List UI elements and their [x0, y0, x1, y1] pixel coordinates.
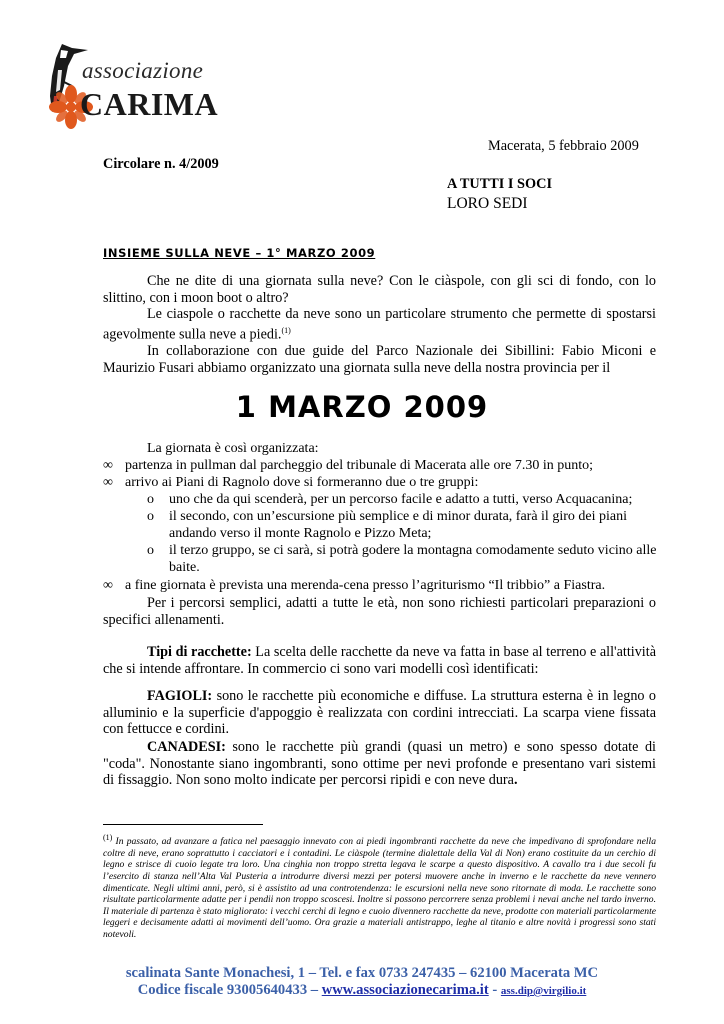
intro-paragraph-1: Che ne dite di una giornata sulla neve? Con le ciàspole, con gli sci di fondo, con lo slittino, con i moon boot o altro?	[103, 273, 656, 306]
section-title: INSIEME SULLA NEVE – 1° MARZO 2009	[103, 246, 376, 260]
recipient-line1: A TUTTI I SOCI	[447, 176, 553, 192]
canadesi-label: CANADESI:	[147, 739, 226, 755]
sub-bullet-icon: o	[147, 509, 154, 524]
letter-date: Macerata, 5 febbraio 2009	[488, 138, 639, 154]
canadesi-paragraph	[103, 739, 656, 789]
fagioli-paragraph	[103, 688, 656, 738]
fiscal-code: Codice fiscale 93005640433 –	[137, 982, 322, 998]
subgroup-2-text: il secondo, con un’escursione più semplice e di minor durata, farà il giro dei piani andando verso il monte Ragnolo e Pizzo Meta;	[169, 509, 627, 541]
logo-line1: associazione	[82, 58, 204, 83]
footnote-divider	[103, 824, 263, 825]
bullet-icon: ∞	[103, 458, 113, 473]
subgroup-1	[147, 492, 657, 509]
recipient-line2: LORO SEDI	[447, 195, 528, 212]
program-item-2	[103, 475, 663, 492]
footnote	[103, 832, 656, 941]
email-link[interactable]: ass.dip@virgilio.it	[500, 985, 587, 997]
intro-paragraph-2-text: Le ciaspole o racchette da neve sono un particolare strumento che permette di spostarsi agevolmente sulla neve a piedi.	[103, 306, 656, 343]
types-text: La scelta delle racchette da neve va fatta in base al terreno e all'attività che si intende affrontare. In commercio ci sono vari modelli così identificati:	[103, 644, 656, 677]
subgroup-3	[147, 543, 657, 576]
program-note: Per i percorsi semplici, adatti a tutte le età, non sono richiesti particolari preparazioni o specifici allenamenti.	[103, 595, 656, 628]
event-title: 1 MARZO 2009	[235, 390, 489, 424]
types-label: Tipi di racchette:	[147, 644, 252, 660]
sub-bullet-icon: o	[147, 543, 154, 558]
bullet-icon: ∞	[103, 578, 113, 593]
program-item-3	[103, 578, 663, 595]
subgroup-2	[147, 509, 657, 542]
intro-paragraph-2	[103, 306, 656, 343]
subgroup-1-text: uno che da qui scenderà, per un percorso facile e adatto a tutti, verso Acquacanina;	[169, 492, 633, 507]
footnote-ref[interactable]: (1)	[281, 325, 291, 335]
circolare-number: Circolare n. 4/2009	[103, 156, 219, 172]
intro-paragraph-3: In collaborazione con due guide del Parco Nazionale dei Sibillini: Fabio Miconi e Maurizio Fusari abbiamo organizzato una giornata sulla neve della nostra provincia per il	[103, 343, 656, 376]
footnote-text: In passato, ad avanzare a fatica nel paesaggio innevato con ai piedi ingombranti racchette da neve che impedivano di sprofondare nella coltre di neve, erano soprattutto i cacciatori e i contadini. Le ciàspole (termine dialettale della Val di Non) erano costituite da un cerchio di legno e strisce di cuoio legate tra loro. Una cinghia non troppo stretta legava le scarpe a questo dispositivo. A cavallo tra i due secoli fu l’esercito di stanza nell’Alta Val Pusteria a introdurre diversi mezzi per potersi muovere anche in inverno e le racchette da neve vennero dimenticate. Negli ultimi anni, però, si è assistito ad una controtendenza: le escursioni nella neve sono ritornate di moda. Le racchette sono risultate particolarmente adatte per i pendii non troppo scoscesi. Inoltre si possono percorrere senza problemi i nevai anche nel tardo inverno. Il materiale di partenza è stato migliorato: i vecchi cerchi di legno e cuoio divennero racchette da neve, prodotte con materiali particolarmente leggeri e decisamente adatti ai movimenti dell’uomo. Ora grazie a materiali antistrappo, leghe al titanio e altre novità i progressi sono stati notevoli.	[103, 836, 656, 940]
types-paragraph	[103, 644, 656, 677]
program-item-1	[103, 458, 663, 475]
sub-bullet-icon: o	[147, 492, 154, 507]
bullet-icon: ∞	[103, 475, 113, 490]
canadesi-text: sono le racchette più grandi (quasi un metro) e sono spesso dotate di "coda". Nonostante siano ingombranti, sono ottime per nevi profonde e presentano vari sistemi di fissaggio. Non sono molto indicate per percorsi ripidi e con neve dura	[103, 739, 656, 789]
canadesi-end: .	[513, 772, 518, 789]
footer-contacts	[0, 982, 724, 999]
footnote-mark: (1)	[103, 833, 113, 842]
logo-line2: CARIMA	[80, 86, 219, 122]
fagioli-label: FAGIOLI:	[147, 688, 213, 704]
website-link[interactable]: www.associazionecarima.it	[321, 982, 489, 998]
footer-separator: -	[488, 982, 501, 998]
fagioli-text: sono le racchette più economiche e diffuse. La struttura esterna è in legno o alluminio e la superficie d'appoggio è realizzata con cordini intrecciati. La scarpa viene fissata con fettucce e cordini.	[103, 688, 656, 738]
program-item-1-text: partenza in pullman dal parcheggio del tribunale di Macerata alle ore 7.30 in punto;	[125, 458, 594, 473]
intro-block	[103, 273, 656, 376]
program-intro: La giornata è così organizzata:	[147, 441, 319, 456]
subgroup-3-text: il terzo gruppo, se ci sarà, si potrà godere la montagna comodamente seduto vicino alle baite.	[169, 543, 657, 575]
footer-address: scalinata Sante Monachesi, 1 – Tel. e fax 0733 247435 – 62100 Macerata MC	[125, 965, 599, 981]
program-item-2-text: arrivo ai Piani di Ragnolo dove si formeranno due o tre gruppi:	[125, 475, 479, 490]
program-item-3-text: a fine giornata è prevista una merenda-cena presso l’agriturismo “Il tribbio” a Fiastra.	[125, 578, 606, 593]
